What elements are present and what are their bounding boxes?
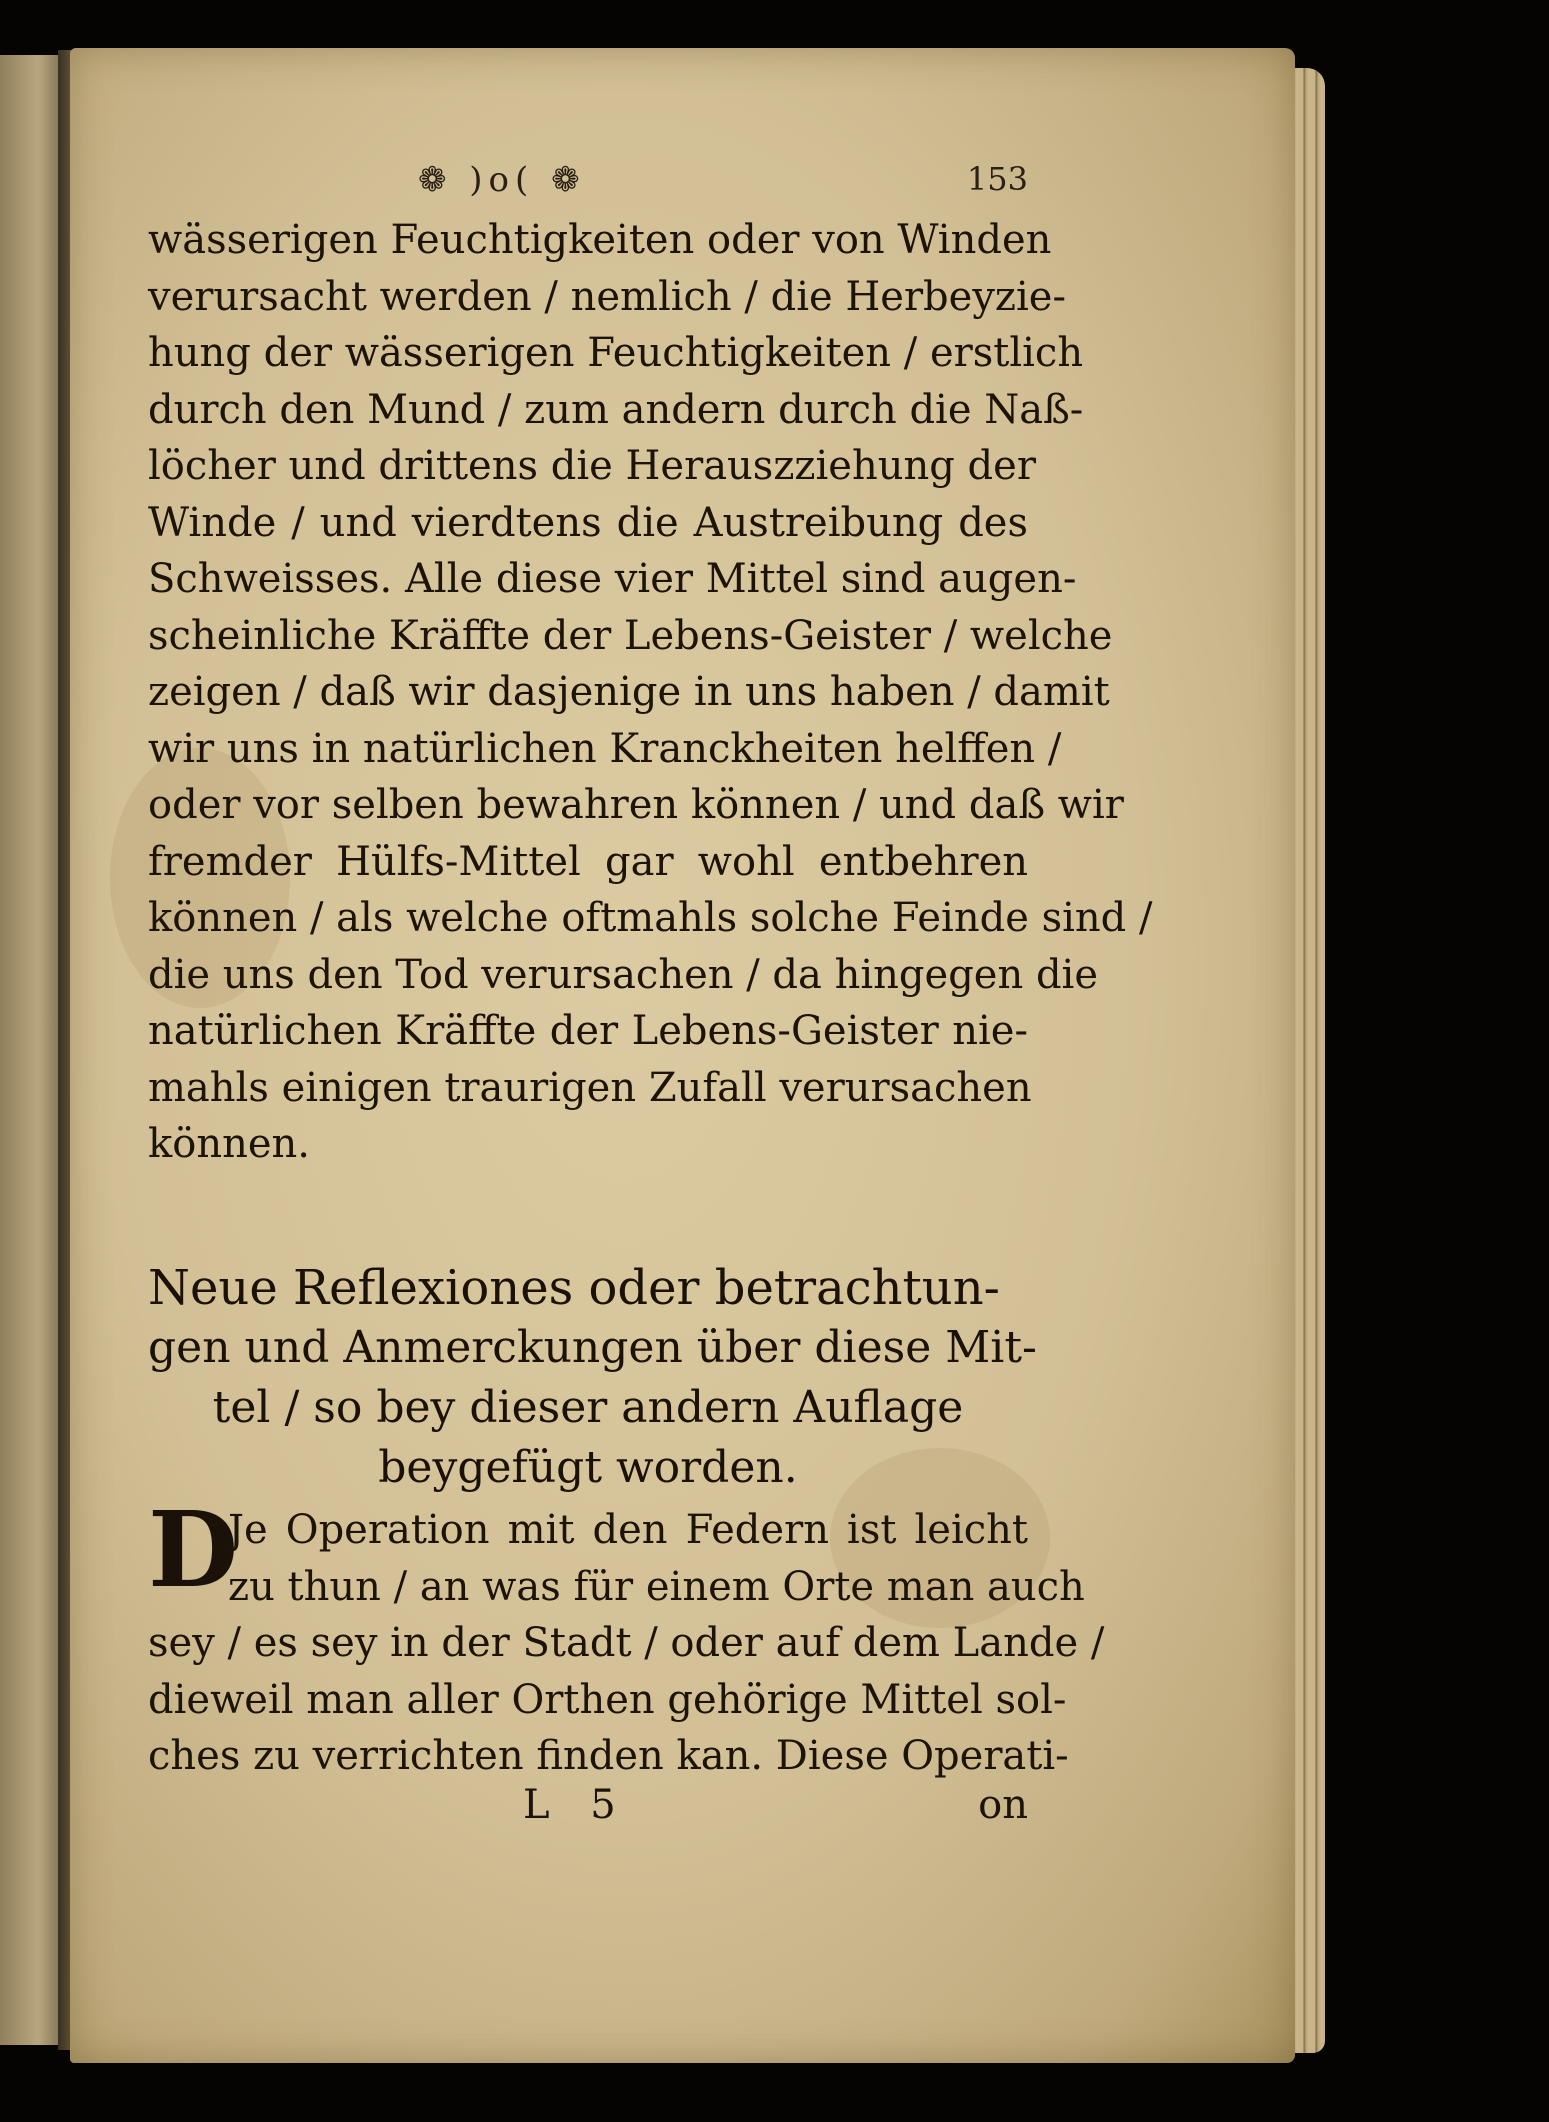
text-line: mahls einigen traurigen Zufall verursachen [148, 1064, 1032, 1111]
text-line: Je Operation mit den Federn ist leicht [228, 1507, 1028, 1553]
text-line: die uns den Tod verursachen / da hingegen die [148, 951, 1099, 998]
text-line: natürlichen Kräffte der Lebens-Geister nie- [148, 1008, 1028, 1054]
text-line: ches zu verrichten finden kan. Diese Operati- [148, 1733, 1069, 1779]
text-line: können. [148, 1121, 310, 1167]
text-line: dieweil man aller Orthen gehörige Mittel sol- [148, 1676, 1067, 1723]
text-line: zu thun / an was für einem Orte man auch [228, 1563, 1085, 1610]
text-line: verursacht werden / nemlich / die Herbeyzie- [148, 273, 1066, 320]
text-line: löcher und drittens die Herauszziehung der [148, 443, 1036, 489]
catchword: on [978, 1782, 1028, 1828]
text-line: oder vor selben bewahren können / und daß wir [148, 782, 1124, 828]
text-line: Winde / und vierdtens die Austreibung des [148, 499, 1028, 546]
heading-line: Neue Reflexiones oder betrachtun- [148, 1260, 1000, 1316]
heading-line: tel / so bey dieser andern Auflage [212, 1382, 964, 1433]
text-line: wässerigen Feuchtigkeiten oder von Winden [148, 217, 1052, 263]
text-line: hung der wässerigen Feuchtigkeiten / erstlich [148, 330, 1084, 376]
text-line: Schweisses. Alle diese vier Mittel sind augen- [148, 556, 1077, 602]
text-line: fremder Hülfs-Mittel gar wohl entbehren [148, 838, 1028, 885]
text-line: sey / es sey in der Stadt / oder auf dem Lande / [148, 1620, 1105, 1666]
drop-cap: D [148, 1488, 239, 1611]
section-text [148, 1502, 1105, 1785]
header-ornament: ❁ )o( ❁ [418, 160, 586, 200]
body-text [148, 212, 1153, 1173]
heading-line: beygefügt worden. [378, 1442, 798, 1493]
page-number: 153 [966, 160, 1028, 198]
text-line: zeigen / daß wir dasjenige in uns haben / damit [148, 669, 1110, 715]
text-line: scheinliche Kräffte der Lebens-Geister / welche [148, 612, 1113, 659]
text-line: durch den Mund / zum andern durch die Naß- [148, 386, 1084, 433]
page-footer [148, 1782, 1028, 1838]
running-head [148, 160, 1028, 200]
signature-mark: L 5 [523, 1782, 630, 1828]
text-line: können / als welche oftmahls solche Feinde sind / [148, 895, 1153, 941]
section-heading [148, 1258, 1037, 1498]
text-line: wir uns in natürlichen Kranckheiten helffen / [148, 725, 1062, 772]
heading-line: gen und Anmerckungen über diese Mit- [148, 1322, 1037, 1373]
